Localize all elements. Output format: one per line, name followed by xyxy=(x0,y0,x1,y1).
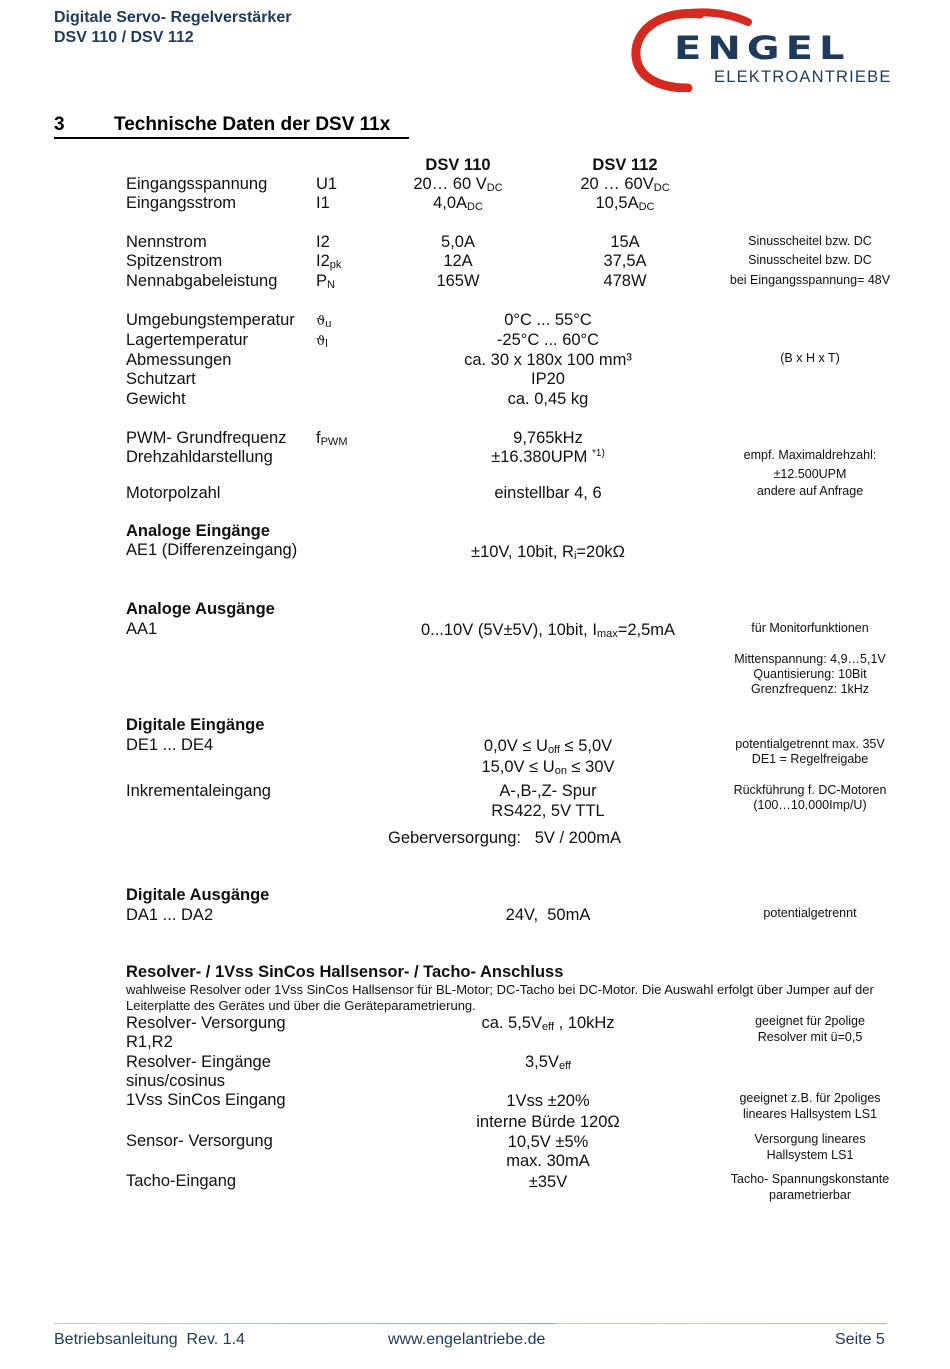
value-pwm-grundfrequenz: 9,765kHz xyxy=(513,429,583,447)
note-monitorfunktionen: für Monitorfunktionen xyxy=(751,621,869,635)
label-gewicht: Gewicht xyxy=(126,390,186,408)
resolver-description: wahlweise Resolver oder 1Vss SinCos Hallsensor für BL-Motor; DC-Tacho bei DC-Motor. Die Auswahl erfolgt über Jumper auf der Leiterplatte des Gerätes und über die Geräteparametrierung. xyxy=(126,982,874,1013)
heading-resolver: Resolver- / 1Vss SinCos Hallsensor- / Tacho- Anschluss xyxy=(126,963,564,981)
symbol-i2: I2 xyxy=(316,233,330,251)
engel-logo xyxy=(630,8,895,92)
label-ae1: AE1 (Differenzeingang) xyxy=(126,541,298,559)
label-inkrementaleingang: Inkrementaleingang xyxy=(126,782,271,800)
label-aa1: AA1 xyxy=(126,620,158,638)
heading-digitale-eingaenge: Digitale Eingänge xyxy=(126,716,265,734)
value-aa1: 0...10V (5V±5V), 10bit, Imax=2,5mA xyxy=(420,621,676,640)
label-eingangsstrom: Eingangsstrom xyxy=(126,194,237,212)
footer-revision: Betriebsanleitung Rev. 1.4 xyxy=(54,1331,245,1348)
label-abmessungen: Abmessungen xyxy=(126,351,232,369)
value-ae1: ±10V, 10bit, Ri=20kΩ xyxy=(471,543,625,562)
note-impulse: (100…10.000Imp/U) xyxy=(753,798,867,812)
value-nennstrom-112: 15A xyxy=(610,233,640,251)
value-geberversorgung: Geberversorgung: 5V / 200mA xyxy=(388,829,621,847)
label-resolver-eingaenge: Resolver- Eingänge xyxy=(126,1053,271,1071)
label-sincos-eingang: 1Vss SinCos Eingang xyxy=(126,1091,286,1109)
column-header-dsv110: DSV 110 xyxy=(425,156,491,174)
heading-analoge-eingaenge: Analoge Eingänge xyxy=(126,522,270,540)
value-buerde: interne Bürde 120Ω xyxy=(476,1113,620,1131)
symbol-theta-u: ϑu xyxy=(316,314,332,330)
document-title: Digitale Servo- Regelverstärker xyxy=(54,9,292,26)
section-title: Technische Daten der DSV 11x xyxy=(114,114,391,135)
note-hallsystem: geeignet z.B. für 2poliges xyxy=(739,1091,881,1105)
value-nennabgabeleistung-112: 478W xyxy=(603,272,647,290)
section-number: 3 xyxy=(54,114,65,135)
label-sinus-cosinus: sinus/cosinus xyxy=(126,1072,226,1090)
note-mittenspannung: Mittenspannung: 4,9…5,1V xyxy=(734,652,886,666)
value-eingangsstrom-110: 4,0ADC xyxy=(433,194,483,213)
note-hallsystem-ls1: Hallsystem LS1 xyxy=(766,1148,854,1162)
value-gewicht: ca. 0,45 kg xyxy=(507,390,589,408)
value-sensor-versorgung: 10,5V ±5% xyxy=(507,1133,589,1151)
value-uoff: 0,0V ≤ Uoff ≤ 5,0V xyxy=(483,737,613,756)
note-rueckfuehrung: Rückführung f. DC-Motoren xyxy=(733,783,887,797)
value-abz-spur: A-,B-,Z- Spur xyxy=(499,782,597,800)
value-nennstrom-110: 5,0A xyxy=(441,233,475,251)
label-lagertemperatur: Lagertemperatur xyxy=(126,331,248,349)
value-resolver-versorgung: ca. 5,5Veff , 10kHz xyxy=(481,1014,615,1033)
note-lineares-hallsystem: lineares Hallsystem LS1 xyxy=(742,1107,878,1121)
section-underline xyxy=(54,137,409,139)
value-max-strom: max. 30mA xyxy=(506,1152,590,1170)
value-resolver-eingaenge: 3,5Veff xyxy=(525,1053,571,1072)
footer-rule-right xyxy=(554,1323,887,1324)
value-rs422: RS422, 5V TTL xyxy=(491,802,605,820)
symbol-u1: U1 xyxy=(316,175,338,193)
label-da1-da2: DA1 ... DA2 xyxy=(126,906,214,924)
symbol-pn: PN xyxy=(316,272,335,291)
value-eingangsspannung-110: 20… 60 VDC xyxy=(413,175,503,194)
label-resolver-versorgung: Resolver- Versorgung xyxy=(126,1014,286,1032)
value-uon: 15,0V ≤ Uon ≤ 30V xyxy=(481,758,615,777)
symbol-fpwm: fPWM xyxy=(316,429,348,448)
label-nennstrom: Nennstrom xyxy=(126,233,207,251)
label-tacho-eingang: Tacho-Eingang xyxy=(126,1172,237,1190)
logo-tagline: ELEKTROANTRIEBE xyxy=(714,68,892,86)
value-spitzenstrom-110: 12A xyxy=(443,252,473,270)
value-umgebungstemperatur: 0°C ... 55°C xyxy=(504,311,592,329)
value-motorpolzahl: einstellbar 4, 6 xyxy=(494,484,602,502)
note-maximaldrehzahl-value: ±12.500UPM xyxy=(773,467,847,481)
footer-rule-left xyxy=(54,1323,554,1324)
note-auf-anfrage: andere auf Anfrage xyxy=(756,484,864,498)
note-nennabgabeleistung: bei Eingangsspannung= 48V xyxy=(729,273,891,287)
note-tacho-konstante: Tacho- Spannungskonstante xyxy=(730,1172,890,1186)
value-lagertemperatur: -25°C ... 60°C xyxy=(496,331,600,349)
label-umgebungstemperatur: Umgebungstemperatur xyxy=(126,311,295,329)
footer-website-link[interactable]: www.engelantriebe.de xyxy=(388,1331,546,1348)
column-header-dsv112: DSV 112 xyxy=(592,156,658,174)
document-subtitle: DSV 110 / DSV 112 xyxy=(54,29,194,46)
label-pwm-grundfrequenz: PWM- Grundfrequenz xyxy=(126,429,287,447)
note-abmessungen: (B x H x T) xyxy=(780,351,840,365)
note-parametrierbar: parametrierbar xyxy=(769,1188,851,1202)
note-grenzfrequenz: Grenzfrequenz: 1kHz xyxy=(750,682,870,696)
value-spitzenstrom-112: 37,5A xyxy=(603,252,647,270)
label-eingangsspannung: Eingangsspannung xyxy=(126,175,268,193)
label-de1-de4: DE1 ... DE4 xyxy=(126,736,214,754)
value-tacho-eingang: ±35V xyxy=(528,1173,568,1191)
note-resolver-ue: Resolver mit ü=0,5 xyxy=(757,1030,863,1044)
symbol-i1: I1 xyxy=(316,194,330,212)
value-eingangsspannung-112: 20 … 60VDC xyxy=(580,175,670,194)
logo-wordmark: ENGEL xyxy=(674,30,851,67)
symbol-i2pk: I2pk xyxy=(316,252,342,271)
heading-analoge-ausgaenge: Analoge Ausgänge xyxy=(126,600,275,618)
symbol-theta-l: ϑl xyxy=(316,334,328,350)
label-r1-r2: R1,R2 xyxy=(126,1033,173,1051)
value-nennabgabeleistung-110: 165W xyxy=(436,272,480,290)
heading-digitale-ausgaenge: Digitale Ausgänge xyxy=(126,886,270,904)
note-quantisierung: Quantisierung: 10Bit xyxy=(753,667,867,681)
value-sincos: 1Vss ±20% xyxy=(506,1092,590,1110)
label-sensor-versorgung: Sensor- Versorgung xyxy=(126,1132,273,1150)
note-spitzenstrom: Sinusscheitel bzw. DC xyxy=(748,253,872,267)
value-digitale-ausgaenge: 24V, 50mA xyxy=(505,906,591,924)
value-drehzahldarstellung: ±16.380UPM $^{*1)}$ xyxy=(491,448,605,466)
label-schutzart: Schutzart xyxy=(126,370,196,388)
value-schutzart: IP20 xyxy=(531,370,565,388)
value-abmessungen: ca. 30 x 180x 100 mm³ xyxy=(464,351,632,369)
label-motorpolzahl: Motorpolzahl xyxy=(126,484,221,502)
note-potentialgetrennt-35v: potentialgetrennt max. 35V xyxy=(735,737,885,751)
note-regelfreigabe: DE1 = Regelfreigabe xyxy=(751,752,869,766)
note-2polige: geeignet für 2polige xyxy=(755,1014,865,1028)
value-eingangsstrom-112: 10,5ADC xyxy=(595,194,655,213)
note-versorgung-lineares: Versorgung lineares xyxy=(754,1132,866,1146)
footer-page-number: Seite 5 xyxy=(835,1331,885,1348)
note-potentialgetrennt: potentialgetrennt xyxy=(763,906,857,920)
note-maximaldrehzahl: empf. Maximaldrehzahl: xyxy=(743,448,877,462)
note-nennstrom: Sinusscheitel bzw. DC xyxy=(748,234,872,248)
label-drehzahldarstellung: Drehzahldarstellung xyxy=(126,448,273,466)
label-nennabgabeleistung: Nennabgabeleistung xyxy=(126,272,278,290)
label-spitzenstrom: Spitzenstrom xyxy=(126,252,223,270)
